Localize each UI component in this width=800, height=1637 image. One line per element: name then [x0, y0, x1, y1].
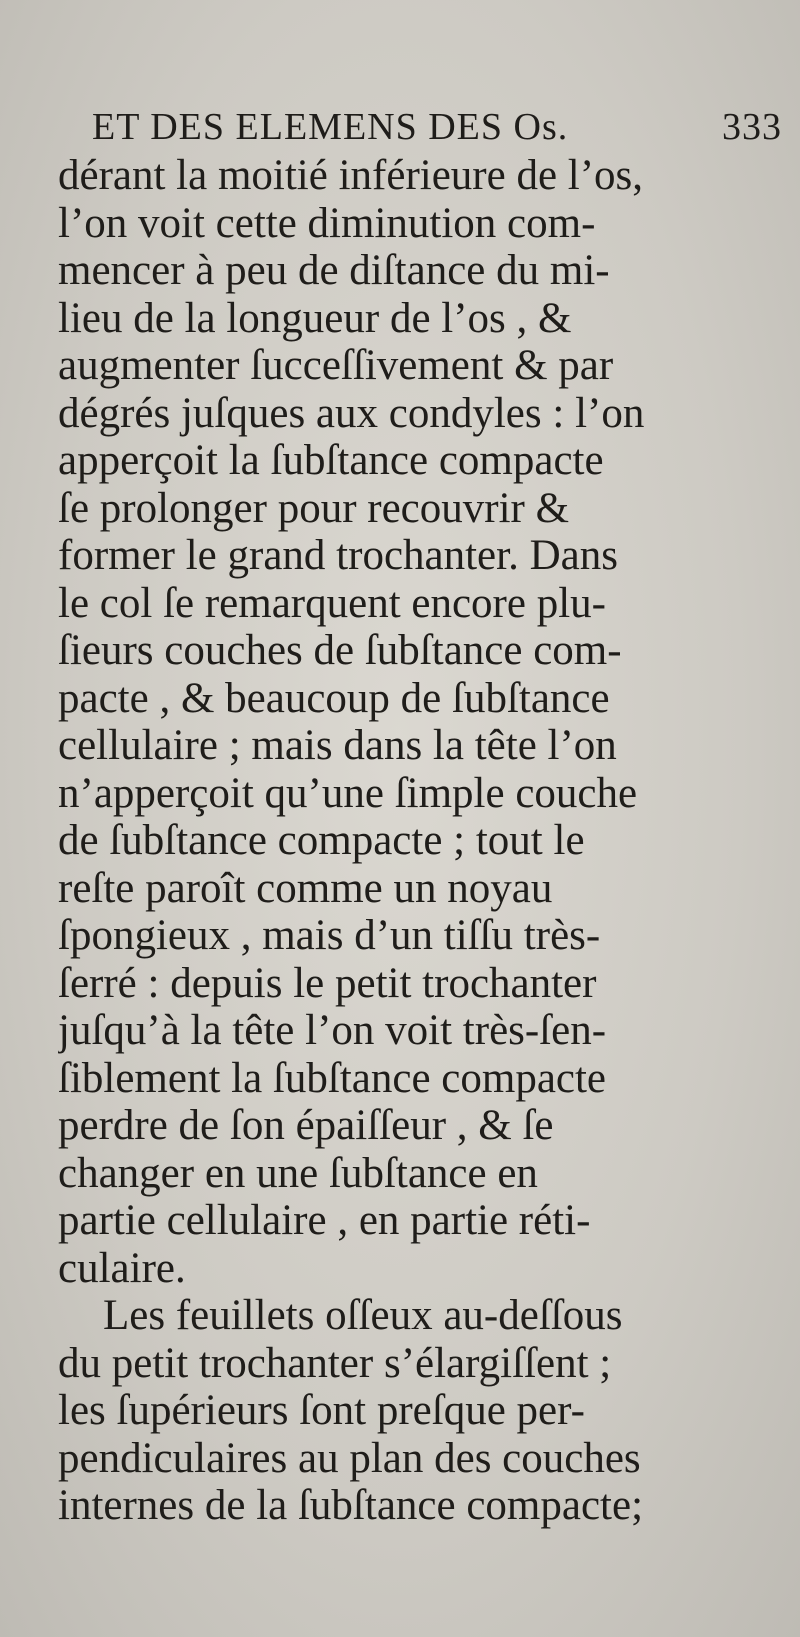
text-line: cellulaire ; mais dans la tête l’on — [58, 722, 617, 769]
text-line: former le grand trochanter. Dans — [58, 532, 618, 579]
text-line: lieu de la longueur de l’os , & — [58, 294, 572, 342]
text-line: juſqu’à la tête l’on voit très-ſen- — [58, 1007, 607, 1054]
text-line: changer en une ſubſtance en — [58, 1149, 538, 1197]
text-line: dégrés juſques aux condyles : l’on — [58, 389, 645, 437]
text-line: ſerré : depuis le petit trochanter — [58, 959, 597, 1007]
text-line: augmenter ſucceſſivement & par — [58, 342, 614, 389]
text-line: partie cellulaire , en partie réti- — [58, 1197, 591, 1244]
text-line: n’apperçoit qu’une ſimple couche — [58, 769, 638, 817]
text-line: ſe prolonger pour recouvrir & — [58, 484, 570, 532]
text-line: l’on voit cette diminution com- — [58, 199, 596, 247]
text-line: perdre de ſon épaiſſeur , & ſe — [58, 1102, 554, 1149]
paragraph-start-line: Les feuillets oſſeux au-deſſous — [103, 1292, 623, 1339]
body-text — [58, 152, 758, 1530]
page-header — [92, 105, 782, 155]
text-line: apperçoit la ſubſtance compacte — [58, 437, 604, 484]
text-line: mencer à peu de diſtance du mi- — [58, 247, 610, 294]
text-line: internes de la ſubſtance compacte; — [58, 1482, 644, 1529]
running-title: ET DES ELEMENS DES Os. — [92, 106, 569, 148]
text-line: pacte , & beaucoup de ſubſtance — [58, 674, 610, 722]
text-line: ſpongieux , mais d’un tiſſu très- — [58, 912, 601, 959]
text-line: culaire. — [58, 1244, 186, 1292]
text-line: de ſubſtance compacte ; tout le — [58, 817, 585, 864]
text-line: ſiblement la ſubſtance compacte — [58, 1054, 607, 1102]
text-line: reſte paroît comme un noyau — [58, 864, 553, 912]
text-line: dérant la moitié inférieure de l’os, — [58, 152, 644, 199]
page-number: 333 — [722, 106, 782, 148]
text-line: du petit trochanter s’élargiſſent ; — [58, 1339, 612, 1387]
text-line: le col ſe remarquent encore plu- — [58, 579, 606, 627]
text-line: les ſupérieurs ſont preſque per- — [58, 1387, 585, 1434]
text-line: pendiculaires au plan des couches — [58, 1434, 641, 1482]
text-line: ſieurs couches de ſubſtance com- — [58, 627, 622, 674]
